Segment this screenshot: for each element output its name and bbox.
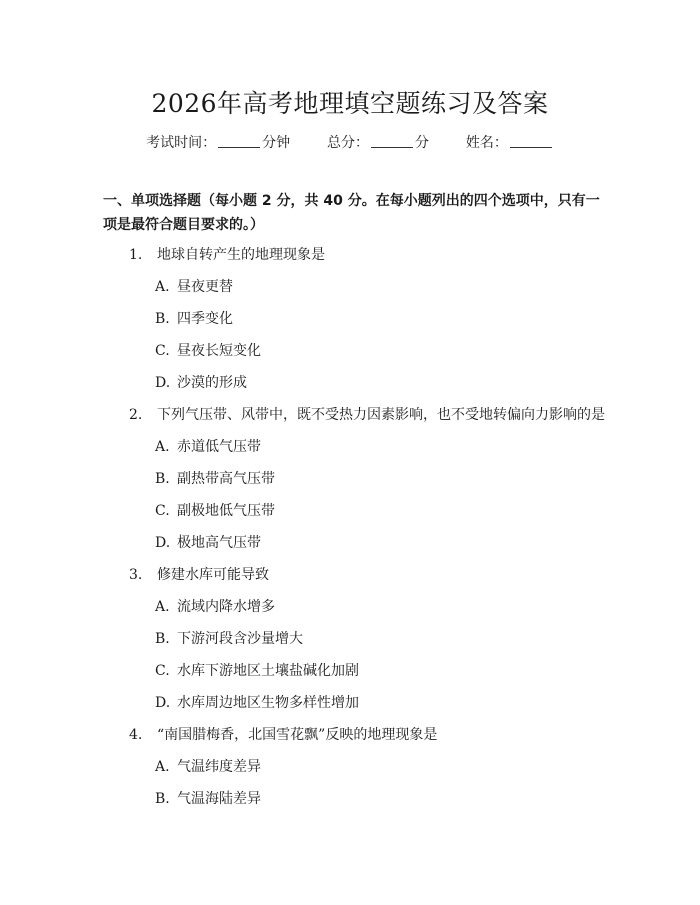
option-text: 赤道低气压带 bbox=[177, 439, 261, 455]
option-2b bbox=[155, 468, 275, 488]
score-blank bbox=[371, 135, 413, 148]
exam-info-line bbox=[0, 132, 700, 152]
option-letter: B. bbox=[155, 791, 170, 807]
question-number: 1. bbox=[129, 247, 143, 263]
question-text: 下列气压带、风带中，既不受热力因素影响，也不受地转偏向力影响的是 bbox=[157, 407, 605, 423]
score-label: 总分： bbox=[327, 135, 369, 151]
option-letter: A. bbox=[155, 279, 170, 295]
option-letter: B. bbox=[155, 631, 170, 647]
question-text: “南国腊梅香，北国雪花飘”反映的地理现象是 bbox=[157, 727, 438, 743]
option-text: 气温纬度差异 bbox=[177, 759, 261, 775]
option-1a bbox=[155, 276, 233, 296]
option-4b bbox=[155, 788, 261, 808]
option-3b bbox=[155, 628, 303, 648]
question-text: 修建水库可能导致 bbox=[157, 567, 269, 583]
option-letter: C. bbox=[155, 663, 170, 679]
option-text: 水库周边地区生物多样性增加 bbox=[177, 695, 359, 711]
question-text: 地球自转产生的地理现象是 bbox=[157, 247, 325, 263]
option-letter: C. bbox=[155, 503, 170, 519]
option-letter: D. bbox=[155, 535, 171, 551]
option-text: 沙漠的形成 bbox=[177, 375, 247, 391]
option-text: 气温海陆差异 bbox=[177, 791, 261, 807]
option-text: 四季变化 bbox=[177, 311, 233, 327]
option-letter: B. bbox=[155, 311, 170, 327]
time-blank bbox=[218, 135, 260, 148]
question-number: 2. bbox=[129, 407, 143, 423]
option-3a bbox=[155, 596, 275, 616]
option-text: 昼夜长短变化 bbox=[177, 343, 261, 359]
option-2d bbox=[155, 532, 261, 552]
option-letter: B. bbox=[155, 471, 170, 487]
option-letter: A. bbox=[155, 759, 170, 775]
question-1 bbox=[129, 244, 325, 264]
option-1b bbox=[155, 308, 233, 328]
section-heading: 一、单项选择题（每小题 2 分，共 40 分。在每小题列出的四个选项中，只有一项是最符合题目要求的。） bbox=[103, 193, 600, 233]
option-1c bbox=[155, 340, 261, 360]
option-text: 水库下游地区土壤盐碱化加剧 bbox=[177, 663, 359, 679]
option-text: 昼夜更替 bbox=[177, 279, 233, 295]
option-3c bbox=[155, 660, 359, 680]
option-text: 副热带高气压带 bbox=[177, 471, 275, 487]
option-2c bbox=[155, 500, 275, 520]
time-unit: 分钟 bbox=[262, 135, 291, 151]
option-3d bbox=[155, 692, 359, 712]
question-3 bbox=[129, 564, 269, 584]
option-text: 下游河段含沙量增大 bbox=[177, 631, 303, 647]
question-4 bbox=[129, 724, 437, 744]
option-text: 极地高气压带 bbox=[177, 535, 261, 551]
question-number: 3. bbox=[129, 567, 143, 583]
option-2a bbox=[155, 436, 261, 456]
option-letter: A. bbox=[155, 599, 170, 615]
option-4a bbox=[155, 756, 261, 776]
option-text: 副极地低气压带 bbox=[177, 503, 275, 519]
option-letter: D. bbox=[155, 695, 171, 711]
name-label: 姓名： bbox=[465, 135, 508, 151]
option-letter: A. bbox=[155, 439, 170, 455]
option-1d bbox=[155, 372, 247, 392]
option-text: 流域内降水增多 bbox=[177, 599, 275, 615]
time-label: 考试时间： bbox=[146, 135, 217, 151]
option-letter: C. bbox=[155, 343, 170, 359]
name-blank bbox=[510, 135, 552, 148]
question-number: 4. bbox=[129, 727, 143, 743]
page-title: 2026年高考地理填空题练习及答案 bbox=[151, 89, 549, 118]
option-letter: D. bbox=[155, 375, 171, 391]
score-unit: 分 bbox=[415, 135, 429, 151]
question-2 bbox=[129, 404, 605, 424]
